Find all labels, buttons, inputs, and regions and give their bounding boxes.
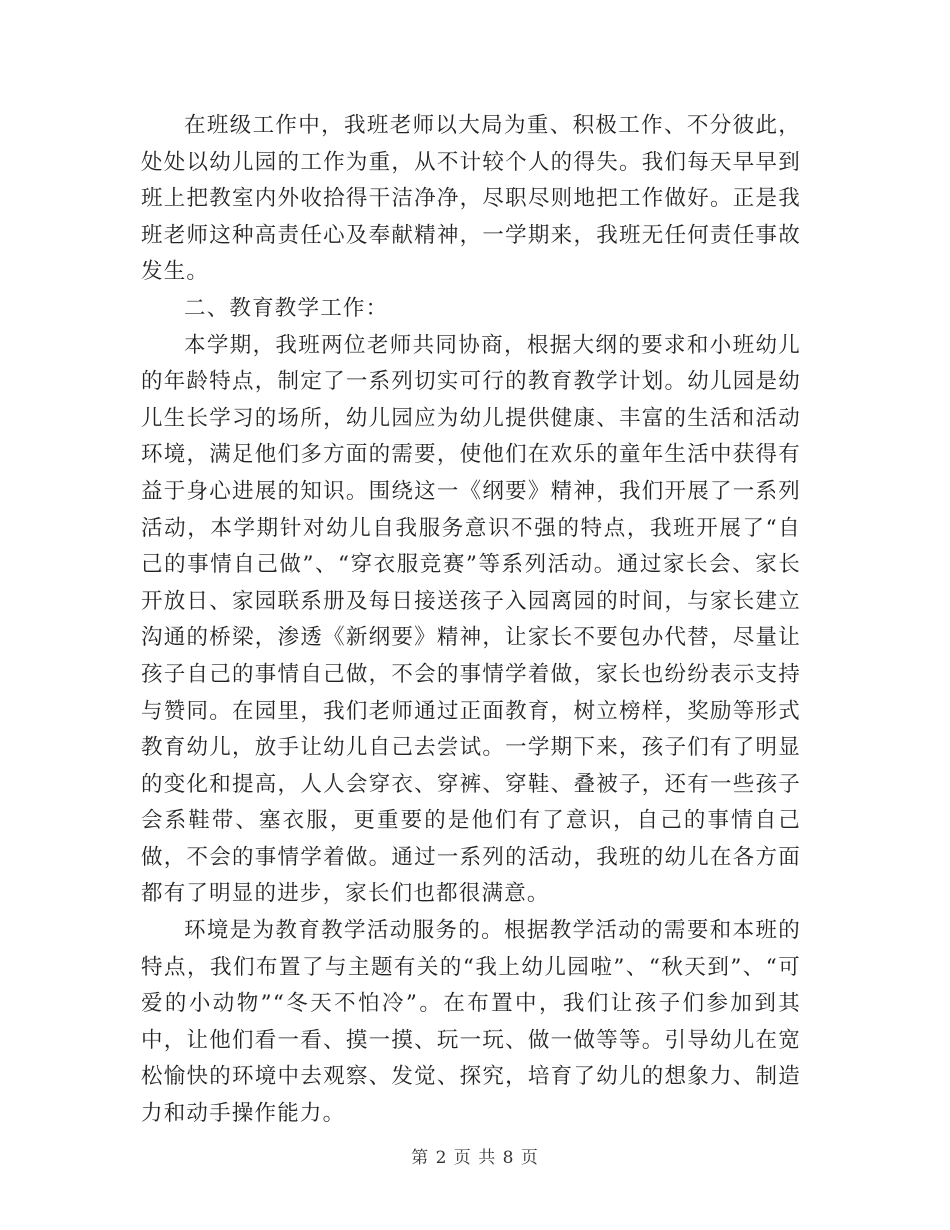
section-heading-teaching: 二、教育教学工作：: [184, 295, 389, 321]
document-body: [141, 108, 801, 1133]
paragraph-environment: 环境是为教育教学活动服务的。根据教学活动的需要和本班的特点，我们布置了与主题有关的“我上幼儿园啦”、“秋天到”、“可爱的小动物”“冬天不怕冷”。在布置中，我们让孩子们参加到其中，让他们看一看、摸一摸、玩一玩、做一做等等。引导幼儿在宽松愉快的环境中去观察、发觉、探究，培育了幼儿的想象力、制造力和动手操作能力。: [141, 918, 801, 1127]
page-number-footer: 第 2 页 共 8 页: [411, 1148, 539, 1168]
paragraph-class-work: 在班级工作中，我班老师以大局为重、积极工作、不分彼此，处处以幼儿园的工作为重，从不计较个人的得失。我们每天早早到班上把教室内外收拾得干洁净净，尽职尽则地把工作做好。正是我班老师这种高责任心及奉献精神，一学期来，我班无任何责任事故发生。: [141, 113, 801, 285]
paragraph-teaching-plan: 本学期，我班两位老师共同协商，根据大纲的要求和小班幼儿的年龄特点，制定了一系列切实可行的教育教学计划。幼儿园是幼儿生长学习的场所，幼儿园应为幼儿提供健康、丰富的生活和活动环境，满足他们多方面的需要，使他们在欢乐的童年生活中获得有益于身心进展的知识。围绕这一《纲要》精神，我们开展了一系列活动，本学期针对幼儿自我服务意识不强的特点，我班开展了“自己的事情自己做”、“穿衣服竞赛”等系列活动。通过家长会、家长开放日、家园联系册及每日接送孩子入园离园的时间，与家长建立沟通的桥梁，渗透《新纲要》精神，让家长不要包办代替，尽量让孩子自己的事情自己做，不会的事情学着做，家长也纷纷表示支持与赞同。在园里，我们老师通过正面教育，树立榜样，奖励等形式教育幼儿，放手让幼儿自己去尝试。一学期下来，孩子们有了明显的变化和提高，人人会穿衣、穿裤、穿鞋、叠被子，还有一些孩子会系鞋带、塞衣服，更重要的是他们有了意识，自己的事情自己做，不会的事情学着做。通过一系列的活动，我班的幼儿在各方面都有了明显的进步，家长们也都很满意。: [141, 332, 801, 907]
